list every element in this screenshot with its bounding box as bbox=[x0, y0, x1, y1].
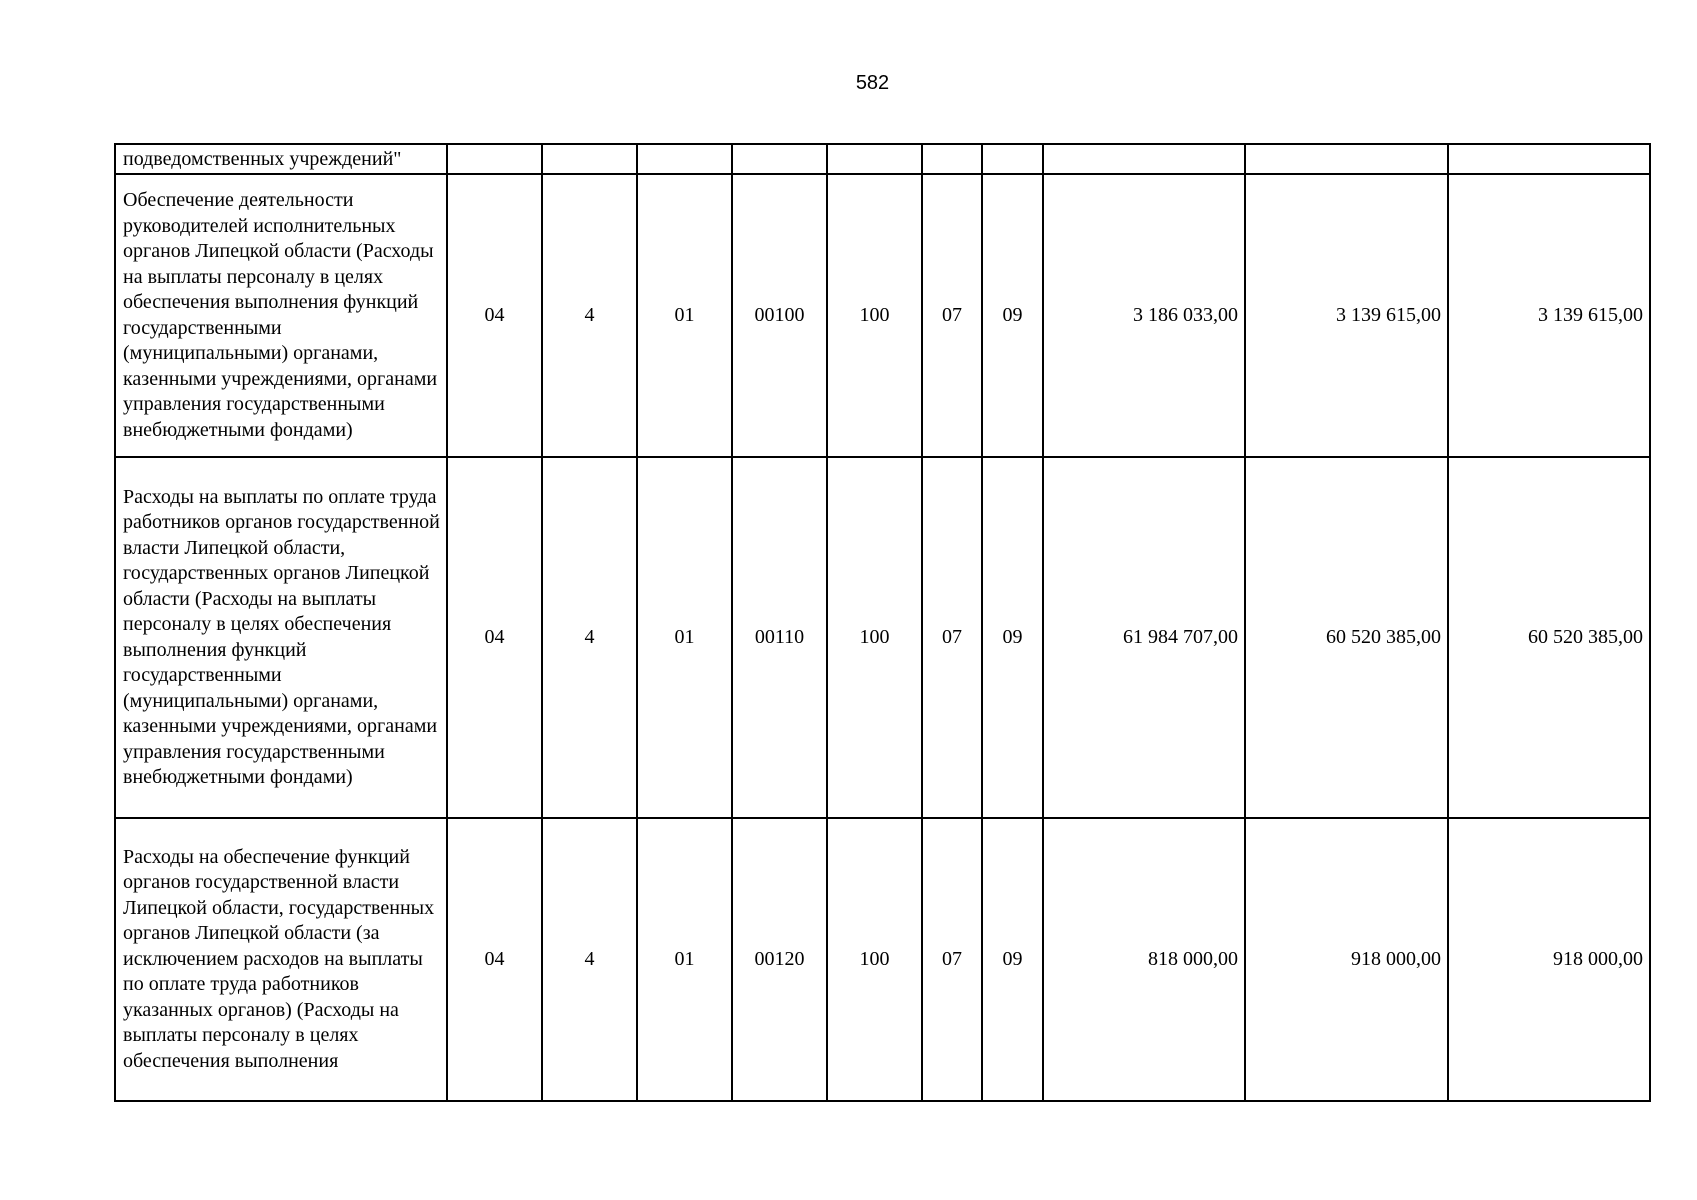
subsection-code: 09 bbox=[982, 174, 1043, 457]
main-activity-code: 01 bbox=[637, 818, 732, 1101]
subprogram-code: 4 bbox=[542, 174, 637, 457]
budget-table bbox=[114, 143, 1651, 1102]
program-code bbox=[447, 144, 542, 174]
amount-year-2: 3 139 615,00 bbox=[1245, 174, 1448, 457]
expense-type-code bbox=[827, 144, 922, 174]
section-code: 07 bbox=[922, 174, 982, 457]
amount-year-1: 818 000,00 bbox=[1043, 818, 1245, 1101]
main-activity-code: 01 bbox=[637, 174, 732, 457]
program-code: 04 bbox=[447, 457, 542, 818]
expense-type-code: 100 bbox=[827, 174, 922, 457]
subprogram-code: 4 bbox=[542, 457, 637, 818]
amount-year-1: 3 186 033,00 bbox=[1043, 174, 1245, 457]
program-code: 04 bbox=[447, 174, 542, 457]
expense-type-code: 100 bbox=[827, 457, 922, 818]
subsection-code bbox=[982, 144, 1043, 174]
amount-year-3: 60 520 385,00 bbox=[1448, 457, 1650, 818]
subprogram-code: 4 bbox=[542, 818, 637, 1101]
amount-year-2: 918 000,00 bbox=[1245, 818, 1448, 1101]
amount-year-3 bbox=[1448, 144, 1650, 174]
program-code: 04 bbox=[447, 818, 542, 1101]
amount-year-3: 3 139 615,00 bbox=[1448, 174, 1650, 457]
table-row bbox=[115, 457, 1650, 818]
main-activity-code: 01 bbox=[637, 457, 732, 818]
amount-year-1 bbox=[1043, 144, 1245, 174]
page-number: 582 bbox=[855, 72, 890, 94]
amount-year-1: 61 984 707,00 bbox=[1043, 457, 1245, 818]
subsection-code: 09 bbox=[982, 818, 1043, 1101]
amount-year-2: 60 520 385,00 bbox=[1245, 457, 1448, 818]
amount-year-3: 918 000,00 bbox=[1448, 818, 1650, 1101]
row-description: подведомственных учреждений" bbox=[115, 144, 447, 174]
main-activity-code bbox=[637, 144, 732, 174]
row-description: Обеспечение деятельности руководителей исполнительных органов Липецкой области (Расходы на выплаты персоналу в целях обеспечения выполнения функций государственными (муниципальными) органами, казенными учреждениями, органами управления государственными внебюджетными фондами) bbox=[115, 174, 447, 457]
expense-type-code: 100 bbox=[827, 818, 922, 1101]
table-row bbox=[115, 818, 1650, 1101]
amount-year-2 bbox=[1245, 144, 1448, 174]
row-description: Расходы на обеспечение функций органов государственной власти Липецкой области, государственных органов Липецкой области (за исключением расходов на выплаты по оплате труда работников указанных органов) (Расходы на выплаты персоналу в целях обеспечения выполнения bbox=[115, 818, 447, 1101]
subprogram-code bbox=[542, 144, 637, 174]
direction-code: 00110 bbox=[732, 457, 827, 818]
section-code bbox=[922, 144, 982, 174]
section-code: 07 bbox=[922, 818, 982, 1101]
subsection-code: 09 bbox=[982, 457, 1043, 818]
table-row bbox=[115, 174, 1650, 457]
direction-code: 00100 bbox=[732, 174, 827, 457]
section-code: 07 bbox=[922, 457, 982, 818]
row-description: Расходы на выплаты по оплате труда работников органов государственной власти Липецкой области, государственных органов Липецкой области (Расходы на выплаты персоналу в целях обеспечения выполнения функций государственными (муниципальными) органами, казенными учреждениями, органами управления государственными внебюджетными фондами) bbox=[115, 457, 447, 818]
direction-code: 00120 bbox=[732, 818, 827, 1101]
direction-code bbox=[732, 144, 827, 174]
table-row bbox=[115, 144, 1650, 174]
